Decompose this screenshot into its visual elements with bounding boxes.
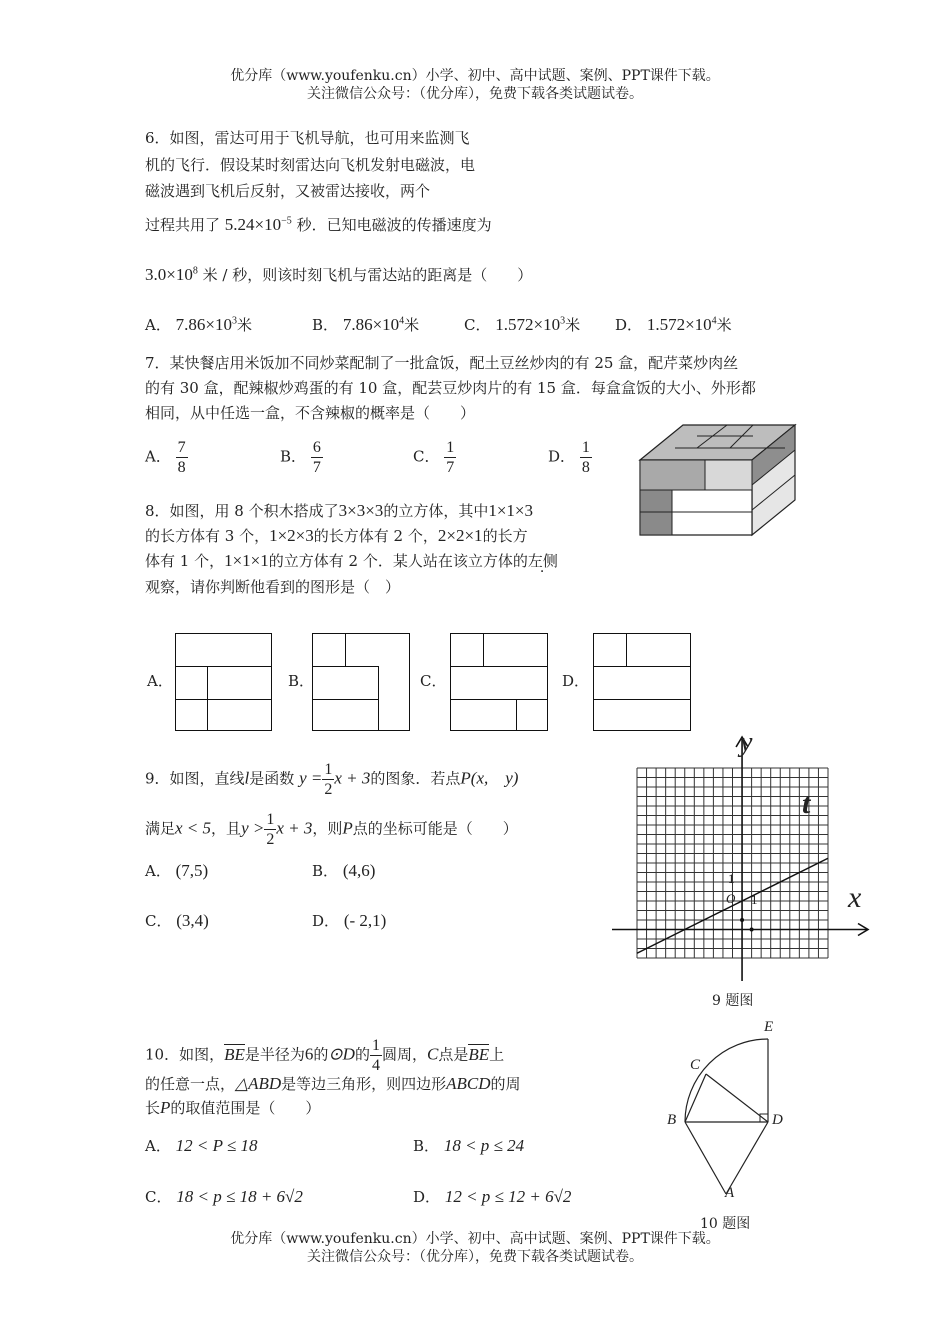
point-p: P — [342, 818, 353, 838]
q10-text: 的任意一点， — [145, 1075, 236, 1093]
point-label-a: A — [725, 1185, 735, 1201]
grid-line — [483, 634, 484, 666]
q10-caption: 10 题图 — [700, 1216, 751, 1232]
radius: 6 — [304, 1044, 314, 1064]
arc-be: BE — [468, 1044, 490, 1064]
q8-label-d[interactable]: D． — [562, 672, 590, 690]
eq-y: y = — [299, 768, 323, 788]
opt-exponent: 4 — [711, 315, 717, 327]
point-p: P(x, y) — [460, 768, 519, 788]
q9-caption: 9 题图 — [712, 993, 754, 1009]
point-label-d: D — [772, 1112, 783, 1128]
opt-label: B． — [413, 1137, 440, 1155]
q10-text: 是等边三角形，则四边形 — [281, 1075, 447, 1093]
denominator: 7 — [312, 459, 321, 476]
opt-label: D． — [548, 447, 576, 466]
q6-line-5 — [145, 264, 532, 285]
fraction — [580, 438, 592, 477]
q8-option-d-figure[interactable] — [593, 633, 691, 731]
q6-time-exponent: −5 — [281, 215, 292, 227]
q9-text: 是函数 — [249, 769, 295, 788]
q10-text: 圆周， — [381, 1045, 427, 1064]
opt-value: 12 < p ≤ 12 + 6√2 — [444, 1187, 572, 1206]
opt-exponent: 4 — [399, 315, 405, 327]
denominator: 7 — [446, 459, 455, 476]
q8-dim-2: 1×1×3 — [488, 501, 534, 520]
q8-line-3 — [145, 550, 558, 571]
fraction — [311, 438, 323, 477]
q7-option-c[interactable] — [413, 438, 456, 477]
denominator: 2 — [266, 831, 275, 848]
numerator: 1 — [446, 439, 455, 456]
cube-drawing — [635, 422, 800, 537]
cond-1: x < 5 — [175, 818, 212, 838]
opt-label: C． — [413, 447, 440, 466]
q6-time: $5.24\times 10^{-5}$ — [224, 215, 292, 234]
q8-option-a-figure[interactable] — [175, 633, 272, 731]
q10-text: 点是 — [438, 1045, 469, 1064]
opt-label: A． — [145, 447, 171, 466]
q8-line-4: 观察，请你判断他看到的图形是（ ） — [145, 578, 401, 596]
q6-text-b: 秒．已知电磁波的传播速度为 — [296, 216, 492, 234]
quad-abcd: ABCD — [446, 1074, 491, 1093]
q6-line-4 — [145, 214, 492, 235]
header-line-1: 优分库（www.youfenku.cn）小学、初中、高中试题、案例、PPT课件下载。 — [230, 68, 720, 84]
unit-label-x: 1 — [751, 892, 758, 907]
opt-unit: 米 — [404, 316, 420, 334]
q7-line-3: 相同，从中任选一盒，不含辣椒的概率是（ ） — [145, 404, 476, 422]
q8-text: 8．如图，用 8 个积木搭成了 — [145, 502, 339, 520]
q8-emphasis-left: 左侧 — [527, 552, 558, 570]
q8-dim-3: 1×2×3 — [269, 526, 314, 545]
opt-unit: 米 — [565, 316, 581, 334]
q6-line-2: 机的飞行．假设某时刻雷达向飞机发射电磁波，电 — [145, 156, 476, 174]
opt-label: B． — [280, 447, 307, 466]
denominator: 8 — [177, 459, 186, 476]
line-l: l — [244, 768, 250, 788]
q6-speed: $3.0\times 10^8$ — [145, 265, 198, 284]
q9-text: 9．如图，直线 — [145, 769, 245, 788]
unit-tick-x — [750, 928, 754, 932]
q10-geometry-figure — [660, 1015, 790, 1215]
opt-exponent: 3 — [560, 315, 566, 327]
q7-line-2: 的有 30 盒，配辣椒炒鸡蛋的有 10 盒，配芸豆炒肉片的有 15 盒．每盒盒饭的大小、外形都 — [145, 379, 756, 397]
opt-value: $7.86\times 10^4$ — [342, 315, 405, 334]
q9-text: 满足 — [145, 819, 176, 838]
q8-line-1 — [145, 500, 533, 521]
q9-option-a[interactable] — [145, 860, 208, 881]
fraction-half — [322, 760, 334, 799]
opt-label: A． — [145, 862, 171, 880]
q6-option-d[interactable] — [615, 314, 732, 335]
grid-line — [345, 634, 346, 666]
axis-label-y: y — [740, 727, 753, 758]
opt-mantissa: 1.572 — [646, 315, 686, 334]
q8-text: 的长方体有 2 个， — [313, 527, 438, 545]
fraction — [176, 438, 188, 477]
opt-value: 18 < p ≤ 24 — [443, 1136, 525, 1155]
point-c: C — [426, 1044, 439, 1064]
numerator: 1 — [266, 811, 275, 828]
q10-line-3 — [145, 1097, 320, 1118]
q9-line-2 — [145, 810, 518, 849]
opt-value: $1.572\times 10^4$ — [646, 315, 717, 334]
q6-text-c: 米 / 秒，则该时刻飞机与雷达站的距离是（ ） — [202, 266, 533, 284]
q9-line-1 — [145, 760, 518, 799]
q10-option-d[interactable] — [413, 1186, 571, 1207]
grid-line — [378, 666, 379, 730]
q8-text: 的立方体有 2 个．某人站在该立方体的 — [268, 552, 528, 570]
grid-drawing — [610, 733, 875, 983]
q8-dim-5: 1×1×1 — [224, 551, 269, 570]
q9-text: ，则 — [312, 819, 343, 838]
q9-text: 的图象．若点 — [370, 769, 461, 788]
q8-cube-figure — [635, 422, 800, 537]
unit-label-y: 1 — [728, 871, 735, 886]
opt-value: $7.86\times 10^3$ — [175, 315, 237, 334]
q8-label-c[interactable]: C． — [420, 672, 447, 690]
q8-text: 的长方体有 3 个， — [145, 527, 270, 545]
opt-unit: 米 — [716, 316, 732, 334]
grid-line — [516, 699, 517, 730]
grid-line — [207, 666, 208, 730]
opt-label: D． — [615, 316, 643, 334]
opt-value: 12 < P ≤ 18 — [175, 1136, 258, 1155]
eq-rest: x + 3 — [334, 768, 371, 788]
numerator: 7 — [177, 439, 186, 456]
denominator: 4 — [371, 1057, 380, 1074]
cond-2a: y > — [241, 818, 265, 838]
q10-text: 长 — [145, 1099, 161, 1117]
opt-mantissa: 7.86 — [175, 315, 206, 334]
q8-line-2 — [145, 525, 528, 546]
opt-mantissa: 1.572 — [495, 315, 534, 334]
q10-option-a[interactable] — [145, 1135, 258, 1156]
q6-option-c[interactable] — [464, 314, 580, 335]
q6-speed-mantissa: 3.0 — [145, 265, 167, 284]
q6-option-a[interactable] — [145, 314, 252, 335]
opt-exponent: 3 — [231, 315, 237, 327]
opt-label: D． — [312, 912, 340, 930]
q6-line-3: 磁波遇到飞机后反射，又被雷达接收，两个 — [145, 182, 431, 200]
opt-label: C． — [464, 316, 491, 334]
opt-label: C． — [145, 912, 172, 930]
fraction-quarter — [370, 1036, 382, 1075]
q8-label-a[interactable]: A． — [147, 672, 173, 690]
opt-mantissa: 7.86 — [342, 315, 373, 334]
opt-label: D． — [413, 1188, 441, 1206]
q10-text: 的周 — [490, 1075, 521, 1093]
grid-line — [313, 699, 378, 700]
q7-option-d[interactable] — [548, 438, 592, 477]
q9-text: ，且 — [211, 819, 242, 838]
opt-label: B． — [312, 316, 339, 334]
q9-text: 点的坐标可能是（ ） — [352, 819, 518, 838]
q10-text: 的 — [313, 1045, 329, 1064]
grid-line — [176, 699, 271, 700]
fraction — [444, 438, 456, 477]
opt-value: $1.572\times 10^3$ — [495, 315, 566, 334]
q7-option-a[interactable] — [145, 438, 188, 477]
unit-tick-y — [740, 918, 744, 922]
q8-text: 体有 1 个， — [145, 552, 225, 570]
opt-label: B． — [312, 862, 339, 880]
q8-dim-4: 2×2×1 — [437, 526, 483, 545]
q8-text: 的长方 — [482, 527, 528, 545]
circle-d: ⊙D — [328, 1044, 355, 1064]
triangle-abd: △ABD — [235, 1074, 282, 1093]
q6-time-mantissa: 5.24 — [224, 215, 255, 234]
denominator: 2 — [324, 781, 333, 798]
grid-line — [176, 666, 271, 667]
opt-value: (7,5) — [175, 861, 209, 880]
grid-line — [451, 666, 547, 667]
grid-line — [594, 666, 690, 667]
q9-option-b[interactable] — [312, 860, 375, 881]
q6-option-b[interactable] — [312, 314, 419, 335]
grid-line — [313, 666, 378, 667]
opt-value: 18 < p ≤ 18 + 6√2 — [176, 1187, 303, 1206]
header-line-2: 关注微信公众号：（优分库），免费下载各类试题试卷。 — [307, 86, 643, 102]
q9-option-c[interactable] — [145, 910, 209, 931]
opt-label: A． — [145, 316, 171, 334]
fraction-half — [264, 810, 276, 849]
opt-label: C． — [145, 1188, 172, 1206]
numerator: 6 — [312, 439, 321, 456]
q8-text: 的立方体，其中 — [383, 502, 489, 520]
q8-option-c-figure[interactable] — [450, 633, 548, 731]
numerator: 1 — [581, 439, 590, 456]
opt-value: (4,6) — [342, 861, 376, 880]
q9-grid-figure — [610, 727, 875, 983]
q6-speed-exponent: 8 — [192, 265, 198, 277]
q10-line-1 — [145, 1036, 504, 1075]
grid-line — [451, 699, 547, 700]
q10-text: 的 — [354, 1045, 370, 1064]
point-label-c: C — [690, 1057, 701, 1073]
perimeter-p: P — [160, 1098, 171, 1117]
grid-line — [626, 634, 627, 666]
q6-text: 过程共用了 — [145, 216, 221, 234]
point-label-b: B — [667, 1112, 677, 1128]
opt-value: (- 2,1) — [343, 911, 387, 930]
point-label-e: E — [764, 1019, 774, 1035]
q10-text: 的取值范围是（ ） — [170, 1099, 321, 1117]
footer-line-1: 优分库（www.youfenku.cn）小学、初中、高中试题、案例、PPT课件下载。 — [230, 1231, 720, 1247]
grid-line — [594, 699, 690, 700]
q8-option-b-figure[interactable] — [312, 633, 410, 731]
opt-value: (3,4) — [176, 911, 209, 930]
q10-text: 上 — [489, 1045, 505, 1064]
numerator: 1 — [371, 1037, 380, 1054]
q9-option-d[interactable] — [312, 910, 386, 931]
q10-text: 10．如图， — [145, 1045, 225, 1064]
axis-label-x: x — [848, 881, 862, 914]
line-label-t: t — [802, 787, 811, 820]
q8-label-b[interactable]: B． — [288, 672, 315, 690]
denominator: 8 — [581, 459, 590, 476]
q7-line-1: 7．某快餐店用米饭加不同炒菜配制了一批盒饭，配土豆丝炒肉的有 25 盒，配芹菜炒肉丝 — [145, 354, 739, 372]
q10-option-b[interactable] — [413, 1135, 524, 1156]
q10-option-c[interactable] — [145, 1186, 303, 1207]
arc-be: BE — [224, 1044, 245, 1064]
origin-label: O — [726, 891, 736, 906]
opt-label: A． — [145, 1137, 171, 1155]
q7-option-b[interactable] — [280, 438, 323, 477]
footer-line-2: 关注微信公众号：（优分库），免费下载各类试题试卷。 — [307, 1249, 643, 1265]
q8-dim-1: 3×3×3 — [338, 501, 384, 520]
q10-text: 是半径为 — [244, 1045, 305, 1064]
q10-line-2 — [145, 1073, 521, 1094]
q6-line-1: 6．如图，雷达可用于飞机导航，也可用来监测飞 — [145, 129, 470, 147]
numerator: 1 — [324, 761, 333, 778]
cond-2b: x + 3 — [276, 818, 313, 838]
opt-unit: 米 — [236, 316, 252, 334]
